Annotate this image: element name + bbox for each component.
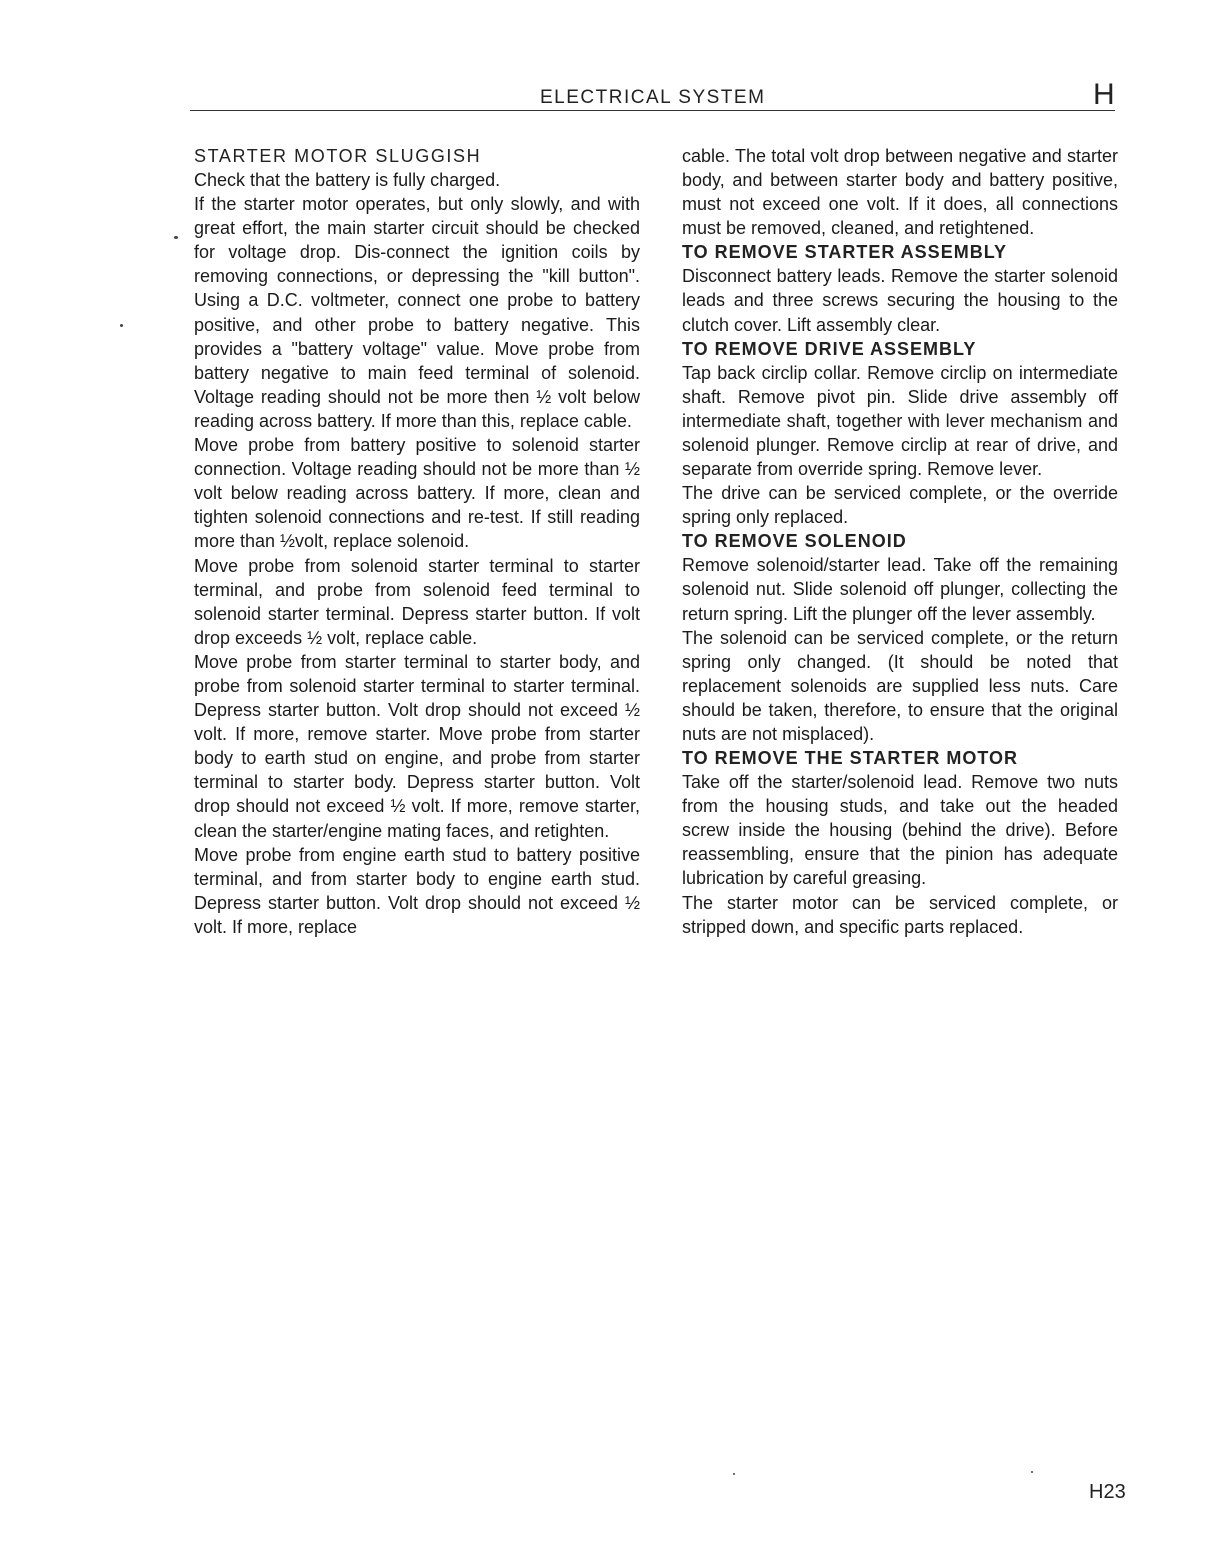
scan-speck — [733, 1473, 735, 1475]
scan-speck — [120, 324, 123, 327]
page-header-title: ELECTRICAL SYSTEM — [540, 87, 766, 108]
paragraph: Move probe from battery positive to solenoid starter connection. Voltage reading should not be more than ½ volt below reading across battery. If more, clean and tighten solenoid connections and re-test. If still reading more than ½volt, replace solenoid. — [194, 435, 640, 552]
paragraph: The solenoid can be serviced complete, or the return spring only changed. (It should be noted that replacement solenoids are supplied less nuts. Care should be taken, therefore, to ensure that the original nuts are not misplaced). — [682, 627, 1118, 744]
page-number: H23 — [1089, 1481, 1126, 1503]
section-heading-remove-drive-assembly: TO REMOVE DRIVE ASSEMBLY — [682, 338, 977, 359]
right-column — [682, 144, 1118, 939]
continuation-text: cable. The total volt drop between negative and starter body, and between starter body and battery positive, must not exceed one volt. If it does, all connections must be removed, cleaned, and retightened. — [682, 146, 1118, 239]
paragraph: Tap back circlip collar. Remove circlip on intermediate shaft. Remove pivot pin. Slide drive assembly off intermediate shaft, together with lever mechanism and solenoid plunger. Remove circlip at rear of drive, and separate from override spring. Remove lever. — [682, 362, 1118, 480]
paragraph: Take off the starter/solenoid lead. Remove two nuts from the housing studs, and take out the headed screw inside the housing (behind the drive). Before reassembling, ensure that the pinion has adequate lubrication by careful greasing. — [682, 772, 1118, 889]
paragraph: Move probe from engine earth stud to battery positive terminal, and from starter body to engine earth stud. Depress starter button. Volt drop should not exceed ½ volt. If more, replace — [194, 844, 640, 937]
paragraph: Move probe from starter terminal to starter body, and probe from solenoid starter terminal to starter terminal. Depress starter button. Volt drop should not exceed ½ volt. If more, remove starter. Move probe from starter body to earth stud on engine, and probe from starter terminal to starter body. Depress starter button. Volt drop should not exceed ½ volt. If more, remove starter, clean the starter/engine mating faces, and retighten. — [194, 651, 640, 841]
section-heading-remove-starter-assembly: TO REMOVE STARTER ASSEMBLY — [682, 242, 1008, 263]
left-column — [194, 144, 640, 939]
paragraph: Disconnect battery leads. Remove the starter solenoid leads and three screws securing the housing to the clutch cover. Lift assembly clear. — [682, 266, 1118, 335]
scan-speck — [174, 236, 178, 239]
paragraph: Remove solenoid/starter lead. Take off the remaining solenoid nut. Slide solenoid off plunger, collecting the return spring. Lift the plunger off the lever assembly. — [682, 555, 1118, 624]
paragraph: If the starter motor operates, but only slowly, and with great effort, the main starter circuit should be checked for voltage drop. Dis-connect the ignition coils by removing connections, or depressing the "kill button". Using a D.C. voltmeter, connect one probe to battery positive, and other probe to battery negative. This provides a "battery voltage" value. Move probe from battery negative to main feed terminal of solenoid. Voltage reading should not be more then ½ volt below reading across battery. If more than this, replace cable. — [194, 194, 640, 431]
scan-speck — [1031, 1471, 1033, 1473]
paragraph: The drive can be serviced complete, or the override spring only replaced. — [682, 483, 1118, 528]
paragraph: The starter motor can be serviced complete, or stripped down, and specific parts replaced. — [682, 892, 1118, 937]
section-letter: H — [1093, 78, 1115, 111]
header-rule — [190, 110, 1115, 111]
intro-text: Check that the battery is fully charged. — [194, 170, 501, 190]
paragraph: Move probe from solenoid starter terminal to starter terminal, and probe from solenoid feed terminal to solenoid starter terminal. Depress starter button. If volt drop exceeds ½ volt, replace cable. — [194, 555, 640, 648]
section-heading-remove-solenoid: TO REMOVE SOLENOID — [682, 531, 907, 552]
section-heading-starter-sluggish: STARTER MOTOR SLUGGISH — [194, 146, 482, 166]
section-heading-remove-starter-motor: TO REMOVE THE STARTER MOTOR — [682, 748, 1019, 769]
